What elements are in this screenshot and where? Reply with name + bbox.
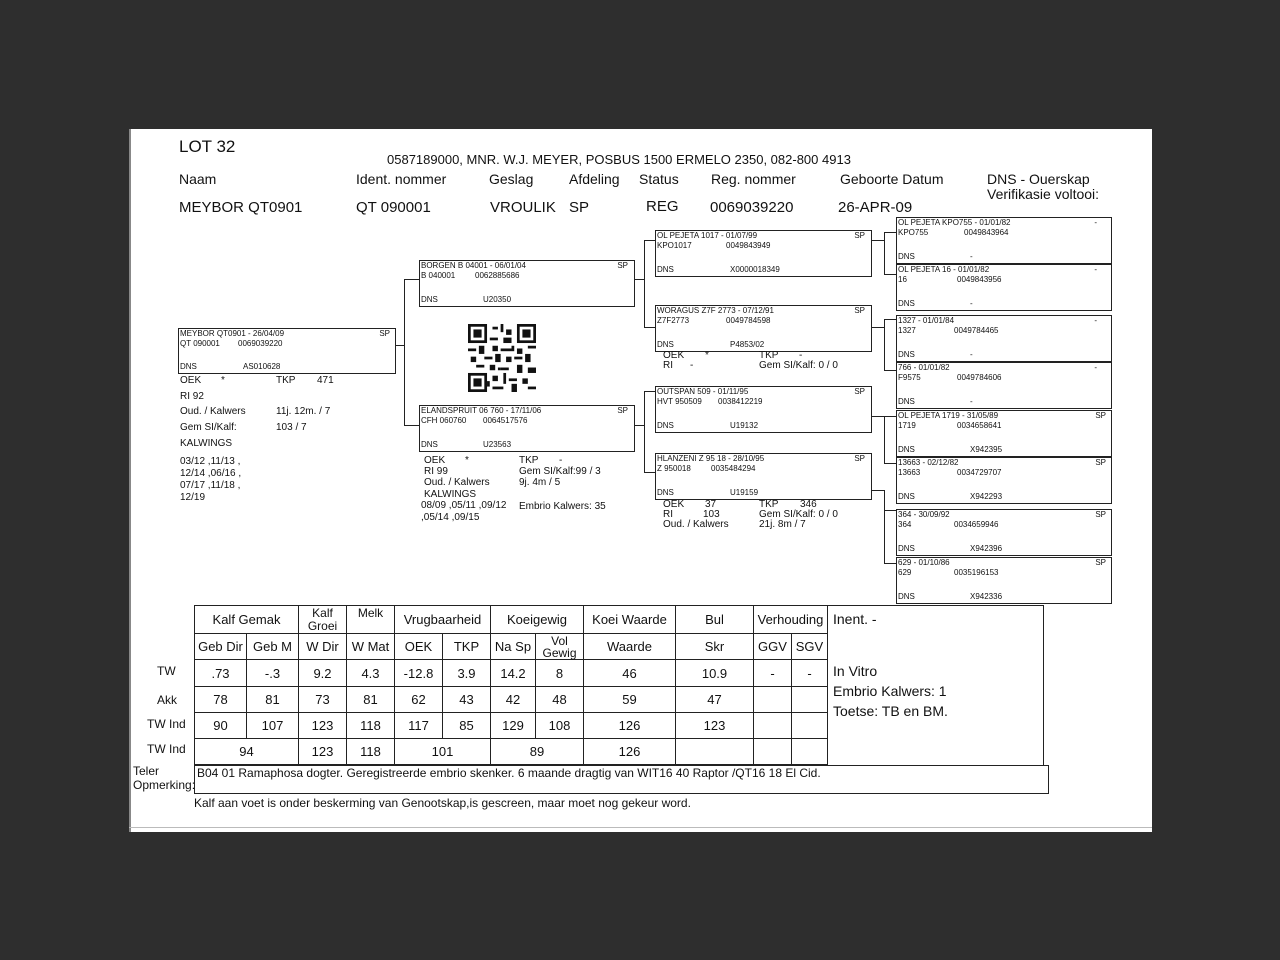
connector xyxy=(884,232,885,274)
in-vitro: In Vitro xyxy=(833,663,878,679)
akk-cell: 43 xyxy=(443,687,491,713)
sub-vol-gewig: Vol Gewig xyxy=(536,634,584,660)
ggp-dns-label: DNS xyxy=(898,299,915,308)
animal-tkp-label: TKP xyxy=(276,375,296,386)
gp2-oek: * xyxy=(705,350,709,361)
label-naam: Naam xyxy=(179,171,217,187)
gp-dns-label: DNS xyxy=(657,488,674,497)
animal-ri: RI 92 xyxy=(180,391,204,402)
connector xyxy=(884,370,896,371)
gp2-tkp-label: TKP xyxy=(759,350,779,361)
value-geslag: VROULIK xyxy=(490,199,556,216)
sire-id: B 040001 xyxy=(421,271,456,280)
connector xyxy=(884,232,896,233)
twind-cell: 90 xyxy=(195,713,247,739)
connector xyxy=(872,240,884,241)
ggp-reg: 0035196153 xyxy=(954,568,999,577)
inent: Inent. - xyxy=(833,611,877,627)
opmerking-label: Opmerking: xyxy=(133,778,196,792)
connector xyxy=(404,279,419,280)
ggp-status: - xyxy=(1094,363,1097,372)
dam-dns-value: U23563 xyxy=(483,440,512,449)
akk-cell: 42 xyxy=(491,687,536,713)
tw-cell: 4.3 xyxy=(347,660,395,687)
remarks-box xyxy=(194,765,1049,794)
tw-cell: - xyxy=(792,660,828,687)
dam-box xyxy=(419,405,635,452)
animal-oud-label: Oud. / Kalwers xyxy=(180,406,246,417)
gp2-oek-label: OEK xyxy=(663,350,685,361)
dam-oud-label: Oud. / Kalwers xyxy=(424,477,490,488)
animal-gem: 103 / 7 xyxy=(276,422,307,433)
gp4-oud: 21j. 8m / 7 xyxy=(759,519,806,530)
dam-kalwings-line: 08/09 ,05/11 ,09/12 xyxy=(421,500,507,511)
group-kalf-groei: Kalf Groei xyxy=(299,606,347,634)
animal-status: SP xyxy=(379,329,390,338)
row-label-twind2: TW Ind xyxy=(147,742,186,756)
ggp-dns-value: X942336 xyxy=(970,592,1003,601)
gp-status: SP xyxy=(854,387,865,396)
grandparent-box xyxy=(655,305,872,352)
lot-number: LOT 32 xyxy=(179,137,236,156)
ggp-dns-label: DNS xyxy=(898,445,915,454)
ggp-status: SP xyxy=(1095,510,1106,519)
gp4-tkp: 346 xyxy=(800,499,817,510)
gp2-ri: - xyxy=(690,360,694,371)
footer-note: Kalf aan voet is onder beskerming van Genootskap,is gescreen, maar moet nog gekeur word. xyxy=(194,796,691,810)
gp-reg: 0049843949 xyxy=(726,241,771,250)
label-geslag: Geslag xyxy=(489,171,534,187)
gp4-gem: Gem SI/Kalf: 0 / 0 xyxy=(759,509,838,520)
connector xyxy=(644,240,645,327)
animal-oek: * xyxy=(221,375,225,386)
animal-kalwings: KALWINGS xyxy=(180,438,233,449)
ggp-id: 629 xyxy=(898,568,912,577)
connector xyxy=(884,510,885,563)
gp-reg: 0035484294 xyxy=(711,464,756,473)
connector xyxy=(634,279,644,280)
ggp-id: 13663 xyxy=(898,468,921,477)
twind-cell: 107 xyxy=(247,713,299,739)
sub-geb-dir: Geb Dir xyxy=(195,634,247,660)
ggp-title: 364 - 30/09/92 xyxy=(898,510,950,519)
gp-title: OUTSPAN 509 - 01/11/95 xyxy=(657,387,749,396)
gp2-ri-label: RI xyxy=(663,360,673,371)
twind2-cell: 89 xyxy=(491,739,584,765)
twind2-empty xyxy=(792,739,828,765)
ggp-dns-value: - xyxy=(970,299,973,308)
gp-reg: 0038412219 xyxy=(718,397,763,406)
twind-cell: 117 xyxy=(395,713,443,739)
twind2-cell: 94 xyxy=(195,739,299,765)
group-melk: Melk xyxy=(347,606,395,634)
animal-oek-label: OEK xyxy=(180,375,202,386)
gp2-gem: Gem SI/Kalf: 0 / 0 xyxy=(759,360,838,371)
gp-title: WORAGUS Z7F 2773 - 07/12/91 xyxy=(657,306,774,315)
sub-waarde: Waarde xyxy=(584,634,676,660)
ggp-reg: 0049843964 xyxy=(964,228,1009,237)
twind-cell xyxy=(754,713,792,739)
akk-cell: 47 xyxy=(676,687,754,713)
tw-cell: 46 xyxy=(584,660,676,687)
connector xyxy=(644,391,655,392)
page-edge xyxy=(129,129,131,832)
ggp-id: 364 xyxy=(898,520,912,529)
animal-dns-label: DNS xyxy=(180,362,197,371)
twind-cell: 123 xyxy=(676,713,754,739)
great-grandparent-box xyxy=(896,509,1112,556)
connector xyxy=(884,563,896,564)
label-verifikasie: Verifikasie voltooi: xyxy=(987,186,1100,202)
gp-dns-value: P4853/02 xyxy=(730,340,765,349)
gp2-tkp: - xyxy=(799,350,803,361)
akk-cell: 48 xyxy=(536,687,584,713)
twind-cell: 118 xyxy=(347,713,395,739)
connector xyxy=(644,240,655,241)
dam-status: SP xyxy=(617,406,628,415)
gp-id: HVT 950509 xyxy=(657,397,702,406)
row-label-tw: TW xyxy=(157,664,176,678)
label-reg: Reg. nommer xyxy=(711,171,796,187)
value-afdeling: SP xyxy=(569,199,590,216)
twind2-cell: 101 xyxy=(395,739,491,765)
twind-cell xyxy=(792,713,828,739)
animal-dns-value: AS010628 xyxy=(243,362,281,371)
group-kalf-gemak: Kalf Gemak xyxy=(195,606,299,634)
tw-cell: -12.8 xyxy=(395,660,443,687)
tw-cell: .73 xyxy=(195,660,247,687)
dam-reg: 0064517576 xyxy=(483,416,528,425)
dam-tkp: - xyxy=(559,455,563,466)
tw-cell: 3.9 xyxy=(443,660,491,687)
sire-box xyxy=(419,260,635,307)
tw-cell: 14.2 xyxy=(491,660,536,687)
group-vrugbaarheid: Vrugbaarheid xyxy=(395,606,491,634)
ggp-dns-value: - xyxy=(970,350,973,359)
connector xyxy=(872,490,884,491)
sub-w-dir: W Dir xyxy=(299,634,347,660)
gp4-oek: 37 xyxy=(705,499,717,510)
ggp-dns-value: - xyxy=(970,252,973,261)
gp-title: HLANZENI Z 95 18 - 28/10/95 xyxy=(657,454,765,463)
akk-cell: 62 xyxy=(395,687,443,713)
ggp-title: 13663 - 02/12/82 xyxy=(898,458,959,467)
ggp-reg: 0049784465 xyxy=(954,326,999,335)
gp-title: OL PEJETA 1017 - 01/07/99 xyxy=(657,231,758,240)
connector xyxy=(644,327,655,328)
great-grandparent-box xyxy=(896,217,1112,264)
connector xyxy=(884,463,896,464)
sire-dns-value: U20350 xyxy=(483,295,512,304)
ebv-table xyxy=(194,605,1044,765)
group-verhouding: Verhouding xyxy=(754,606,828,634)
gp-dns-value: U19132 xyxy=(730,421,759,430)
dam-oek: * xyxy=(465,455,469,466)
twind-cell: 123 xyxy=(299,713,347,739)
twind-cell: 129 xyxy=(491,713,536,739)
gp-status: SP xyxy=(854,231,865,240)
connector xyxy=(644,472,655,473)
great-grandparent-box xyxy=(896,264,1112,311)
ggp-dns-label: DNS xyxy=(898,252,915,261)
animal-oud: 11j. 12m. / 7 xyxy=(276,406,331,417)
sub-sgv: SGV xyxy=(792,634,828,660)
gp-dns-label: DNS xyxy=(657,265,674,274)
ggp-reg: 0049843956 xyxy=(957,275,1002,284)
value-ident: QT 090001 xyxy=(356,199,431,216)
sub-geb-m: Geb M xyxy=(247,634,299,660)
dam-tkp-label: TKP xyxy=(519,455,539,466)
ggp-title: OL PEJETA KPO755 - 01/01/82 xyxy=(898,218,1011,227)
great-grandparent-box xyxy=(896,410,1112,457)
akk-cell: 59 xyxy=(584,687,676,713)
ggp-title: OL PEJETA 1719 - 31/05/89 xyxy=(898,411,999,420)
sire-status: SP xyxy=(617,261,628,270)
gp-reg: 0049784598 xyxy=(726,316,771,325)
tw-cell: 8 xyxy=(536,660,584,687)
value-status: REG xyxy=(646,198,679,215)
ggp-dns-label: DNS xyxy=(898,592,915,601)
connector xyxy=(634,425,644,426)
twind2-empty xyxy=(676,739,754,765)
akk-cell xyxy=(754,687,792,713)
twind-cell: 108 xyxy=(536,713,584,739)
animal-kalwings-line: 12/19 xyxy=(180,492,206,503)
sub-tkp: TKP xyxy=(443,634,491,660)
twind2-cell: 123 xyxy=(299,739,347,765)
twind-cell: 126 xyxy=(584,713,676,739)
teler-label: Teler xyxy=(133,764,160,778)
value-reg: 0069039220 xyxy=(710,199,794,216)
dam-title: ELANDSPRUIT 06 760 - 17/11/06 xyxy=(421,406,542,415)
twind2-cell: 126 xyxy=(584,739,676,765)
page-bottom-rule xyxy=(129,827,1152,828)
animal-title: MEYBOR QT0901 - 26/04/09 xyxy=(180,329,285,338)
great-grandparent-box xyxy=(896,557,1112,604)
connector xyxy=(884,490,885,510)
akk-cell xyxy=(792,687,828,713)
animal-gem-label: Gem SI/Kalf: xyxy=(180,422,237,433)
sub-na-sp: Na Sp xyxy=(491,634,536,660)
tw-cell: - xyxy=(754,660,792,687)
group-koei-waarde: Koei Waarde xyxy=(584,606,676,634)
ggp-status: SP xyxy=(1095,558,1106,567)
great-grandparent-box xyxy=(896,457,1112,504)
ggp-dns-label: DNS xyxy=(898,544,915,553)
dam-dns-label: DNS xyxy=(421,440,438,449)
gp4-oud-label: Oud. / Kalwers xyxy=(663,519,729,530)
gp-id: KPO1017 xyxy=(657,241,692,250)
connector xyxy=(884,510,896,511)
animal-kalwings-line: 12/14 ,06/16 , xyxy=(180,468,242,479)
connector xyxy=(884,416,896,417)
owner-line: 0587189000, MNR. W.J. MEYER, POSBUS 1500 ERMELO 2350, 082-800 4913 xyxy=(387,152,851,167)
group-bul: Bul xyxy=(676,606,754,634)
sire-reg: 0062885686 xyxy=(475,271,520,280)
ggp-status: - xyxy=(1094,265,1097,274)
dam-embrio: Embrio Kalwers: 35 xyxy=(519,501,606,512)
ggp-id: 1327 xyxy=(898,326,916,335)
dam-kalwings-line: ,05/14 ,09/15 xyxy=(421,512,480,523)
akk-cell: 78 xyxy=(195,687,247,713)
label-dns: DNS - Ouerskap xyxy=(987,171,1090,187)
gp4-ri: 103 xyxy=(703,509,720,520)
label-ident: Ident. nommer xyxy=(356,171,447,187)
dam-id: CFH 060760 xyxy=(421,416,467,425)
row-label-twind: TW Ind xyxy=(147,717,186,731)
connector xyxy=(404,425,419,426)
animal-kalwings-line: 03/12 ,11/13 , xyxy=(180,456,241,467)
ggp-dns-value: X942396 xyxy=(970,544,1003,553)
connector xyxy=(872,327,884,328)
sub-skr: Skr xyxy=(676,634,754,660)
qr-code xyxy=(467,324,537,392)
gp4-tkp-label: TKP xyxy=(759,499,779,510)
gp-dns-value: X0000018349 xyxy=(730,265,780,274)
gp-status: SP xyxy=(854,454,865,463)
ggp-title: 629 - 01/10/86 xyxy=(898,558,950,567)
twind-cell: 85 xyxy=(443,713,491,739)
dam-ri: RI 99 xyxy=(424,466,448,477)
sire-dns-label: DNS xyxy=(421,295,438,304)
akk-cell: 81 xyxy=(247,687,299,713)
connector xyxy=(884,416,885,463)
ggp-id: 16 xyxy=(898,275,907,284)
grandparent-box xyxy=(655,453,872,500)
dam-gem: Gem SI/Kalf:99 / 3 xyxy=(519,466,601,477)
label-status: Status xyxy=(639,171,679,187)
animal-reg: 0069039220 xyxy=(238,339,283,348)
connector xyxy=(884,319,885,370)
twind2-cell: 118 xyxy=(347,739,395,765)
value-naam: MEYBOR QT0901 xyxy=(179,199,303,216)
animal-box xyxy=(178,328,396,374)
gp-dns-label: DNS xyxy=(657,340,674,349)
connector xyxy=(404,279,405,425)
value-geboorte: 26-APR-09 xyxy=(838,199,913,216)
animal-id: QT 090001 xyxy=(180,339,220,348)
animal-tkp: 471 xyxy=(317,375,334,386)
gp-dns-label: DNS xyxy=(657,421,674,430)
connector xyxy=(644,391,645,472)
ggp-title: OL PEJETA 16 - 01/01/82 xyxy=(898,265,990,274)
dam-kalwings: KALWINGS xyxy=(424,489,477,500)
ggp-reg: 0034659946 xyxy=(954,520,999,529)
ggp-dns-value: X942293 xyxy=(970,492,1003,501)
ggp-status: SP xyxy=(1095,458,1106,467)
gp-dns-value: U19159 xyxy=(730,488,759,497)
ggp-title: 766 - 01/01/82 xyxy=(898,363,950,372)
ggp-dns-label: DNS xyxy=(898,397,915,406)
dam-oud: 9j. 4m / 5 xyxy=(519,477,561,488)
ggp-dns-label: DNS xyxy=(898,492,915,501)
ggp-reg: 0049784606 xyxy=(957,373,1002,382)
sub-w-mat: W Mat xyxy=(347,634,395,660)
great-grandparent-box xyxy=(896,315,1112,362)
ggp-dns-value: X942395 xyxy=(970,445,1003,454)
gp4-ri-label: RI xyxy=(663,509,673,520)
twind2-empty xyxy=(754,739,792,765)
group-koeigewig: Koeigewig xyxy=(491,606,584,634)
grandparent-box xyxy=(655,230,872,277)
gp-id: Z7F2773 xyxy=(657,316,690,325)
gp-id: Z 950018 xyxy=(657,464,691,473)
embrio-kalwers: Embrio Kalwers: 1 xyxy=(833,683,947,699)
ggp-title: 1327 - 01/01/84 xyxy=(898,316,955,325)
ggp-id: 1719 xyxy=(898,421,916,430)
great-grandparent-box xyxy=(896,362,1112,409)
ggp-status: SP xyxy=(1095,411,1106,420)
connector xyxy=(872,416,884,417)
ggp-reg: 0034729707 xyxy=(957,468,1002,477)
ggp-id: KPO755 xyxy=(898,228,929,237)
akk-cell: 73 xyxy=(299,687,347,713)
connector xyxy=(884,274,896,275)
ggp-status: - xyxy=(1094,218,1097,227)
toetse: Toetse: TB en BM. xyxy=(833,703,948,719)
grandparent-box xyxy=(655,386,872,433)
tw-cell: 9.2 xyxy=(299,660,347,687)
ggp-dns-label: DNS xyxy=(898,350,915,359)
label-afdeling: Afdeling xyxy=(569,171,620,187)
pedigree-document xyxy=(129,129,1152,832)
sub-oek: OEK xyxy=(395,634,443,660)
gp4-oek-label: OEK xyxy=(663,499,685,510)
notes-cell xyxy=(828,606,1044,765)
sub-ggv: GGV xyxy=(754,634,792,660)
akk-cell: 81 xyxy=(347,687,395,713)
tw-cell: 10.9 xyxy=(676,660,754,687)
gp-status: SP xyxy=(854,306,865,315)
remarks-text: B04 01 Ramaphosa dogter. Geregistreerde embrio skenker. 6 maande dragtig van WIT16 40 Raptor /QT16 18 El Cid. xyxy=(197,766,821,780)
ggp-id: F9575 xyxy=(898,373,921,382)
ggp-reg: 0034658641 xyxy=(957,421,1002,430)
label-geboorte: Geboorte Datum xyxy=(840,171,944,187)
ggp-dns-value: - xyxy=(970,397,973,406)
dam-oek-label: OEK xyxy=(424,455,446,466)
ggp-status: - xyxy=(1094,316,1097,325)
row-label-akk: Akk xyxy=(157,693,178,707)
connector xyxy=(884,319,896,320)
tw-cell: -.3 xyxy=(247,660,299,687)
animal-kalwings-line: 07/17 ,11/18 , xyxy=(180,480,241,491)
sire-title: BORGEN B 04001 - 06/01/04 xyxy=(421,261,526,270)
